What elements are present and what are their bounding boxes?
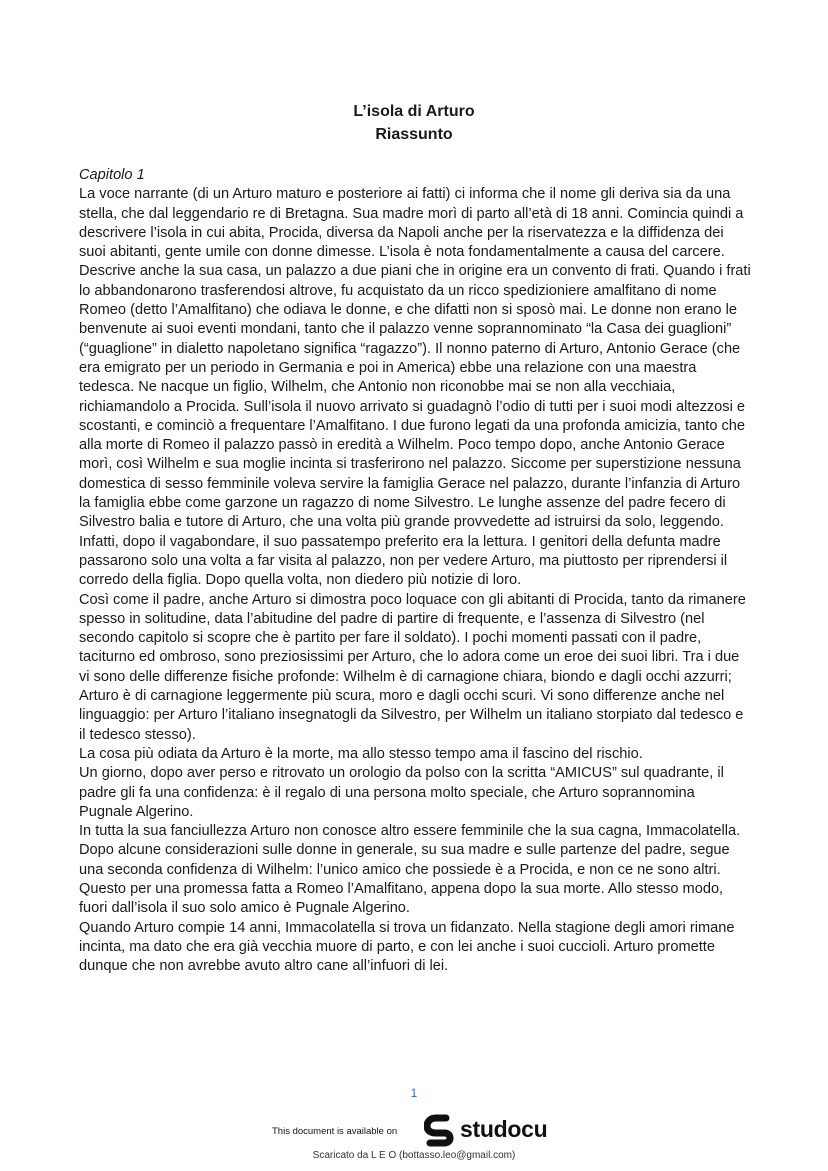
document-title: L’isola di Arturo xyxy=(353,103,475,120)
paragraph: La voce narrante (di un Arturo maturo e posteriore ai fatti) ci informa che il nome gli deriva sia da una stella, che dal leggendario re di Bretagna. Sua madre morì di parto all’età di 18 anni. Comincia quindi a descrivere l’isola in cui abita, Procida, diversa da Napoli anche per la riservatezza e la diffidenza dei suoi abitanti, gente umile con donne dimesse. L’isola è nota fondamentalmente a causa del carcere. Descrive anche la sua casa, un palazzo a due piani che in origine era un convento di frati. Quando i frati lo abbandonarono trasferendosi altrove, fu acquistato da un ricco spedizioniere amalfitano di nome Romeo (detto l’Amalfitano) che odiava le donne, e che difatti non si sposò mai. Le donne non erano le benvenute ai suoi eventi mondani, tanto che il palazzo venne soprannominato “la Casa dei guaglioni” (“guaglione” in dialetto napoletano significa “ragazzo”). Il nonno paterno di Arturo, Antonio Gerace (che era emigrato per un periodo in Germania e poi in America) ebbe una relazione con una maestra tedesca. Ne nacque un figlio, Wilhelm, che Antonio non riconobbe mai se non alla vecchiaia, richiamandolo a Procida. Sull’isola il nuovo arrivato si guadagnò l’odio di tutti per i suoi modi altezzosi e scostanti, e cominciò a frequentare l’Amalfitano. I due furono legati da una profonda amicizia, tanto che alla morte di Romeo il palazzo passò in eredità a Wilhelm. Poco tempo dopo, anche Antonio Gerace morì, così Wilhelm e sua moglie incinta si trasferirono nel palazzo. Siccome per superstizione nessuna domestica di sesso femminile voleva servire la famiglia Gerace nel palazzo, durante l’infanzia di Arturo la famiglia ebbe come garzone un ragazzo di nome Silvestro. Le lunghe assenze del padre fecero di Silvestro balia e tutore di Arturo, che una volta più grande provvedette ad istruirsi da solo, leggendo. Infatti, dopo il vagabondare, il suo passatempo preferito era la lettura. I genitori della defunta madre passarono solo una volta a far visita al palazzo, non per vedere Arturo, ma piuttosto per riprendersi il corredo della figlia. Dopo quella volta, non diedero più notizie di loro. xyxy=(79,186,751,589)
studocu-footer xyxy=(0,1110,828,1150)
paragraph: Così come il padre, anche Arturo si dimostra poco loquace con gli abitanti di Procida, tanto da rimanere spesso in solitudine, data l’abitudine del padre di partire di frequente, e l’assenza di Silvestro (nel secondo capitolo si scopre che è partito per fare il soldato). I pochi momenti passati con il padre, taciturno ed ombroso, sono preziosissimi per Arturo, che lo adora come un eroe dei suoi libri. Tra i due vi sono delle differenze fisiche profonde: Wilhelm è di carnagione chiara, biondo e dagli occhi azzurri; Arturo è di carnagione leggermente più scura, moro e dagli occhi scuri. Vi sono differenze anche nel linguaggio: per Arturo l’italiano insegnatogli da Silvestro, per Wilhelm un italiano storpiato dal tedesco e il tedesco stesso). xyxy=(79,591,746,743)
document-subtitle: Riassunto xyxy=(375,126,453,143)
paragraph: Quando Arturo compie 14 anni, Immacolatella si trova un fidanzato. Nella stagione degli amori rimane incinta, ma dato che era già vecchia muore di parto, e con lei anche i suoi cuccioli. Arturo promette dunque che non avrebbe avuto altro cane all’infuori di lei. xyxy=(79,919,735,975)
paragraph: La cosa più odiata da Arturo è la morte, ma allo stesso tempo ama il fascino del rischio. xyxy=(79,745,643,762)
title-block xyxy=(0,100,828,146)
availability-text: This document is available on xyxy=(272,1126,398,1137)
paragraph: Un giorno, dopo aver perso e ritrovato un orologio da polso con la scritta “AMICUS” sul quadrante, il padre gli fa una confidenza: è il regalo di una persona molto speciale, che Arturo soprannomina Pugnale Algerino. xyxy=(79,765,724,820)
paragraph: Dopo alcune considerazioni sulle donne in generale, su sua madre e sulle partenze del padre, segue una seconda confidenza di Wilhelm: l’unico amico che possiede è a Procida, e non ce ne sono altri. Questo per una promessa fatta a Romeo l’Amalfitano, appena dopo la sua morte. Allo stesso modo, fuori dall’isola il suo solo amico è Pugnale Algerino. xyxy=(79,842,730,917)
page-number: 1 xyxy=(410,1086,418,1100)
paragraph: In tutta la sua fanciullezza Arturo non conosce altro essere femminile che la sua cagna, Immacolatella. xyxy=(79,823,741,840)
studocu-logo-icon xyxy=(424,1114,458,1150)
downloaded-by: Scaricato da L E O (bottasso.leo@gmail.com) xyxy=(312,1150,516,1161)
chapter-heading: Capitolo 1 xyxy=(79,167,145,183)
document-body xyxy=(79,166,751,976)
studocu-brand-name: studocu xyxy=(460,1116,548,1142)
studocu-logo[interactable] xyxy=(424,1114,564,1150)
